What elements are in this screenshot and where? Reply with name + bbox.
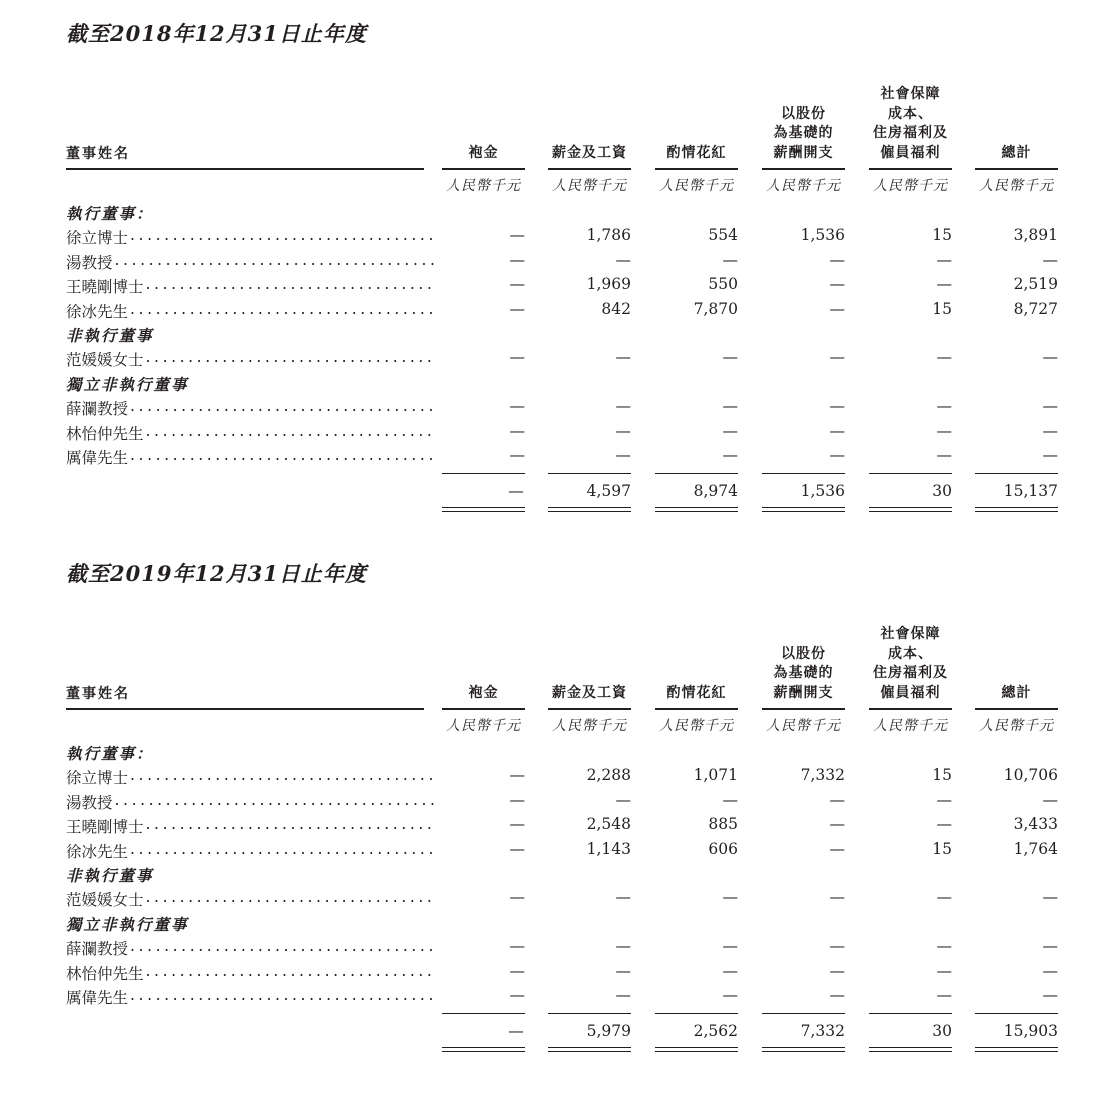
table-row <box>0 766 1103 790</box>
table-row <box>0 962 1103 986</box>
table-section <box>0 558 1103 1078</box>
column-header: 薪金及工資 <box>552 684 627 701</box>
double-underline <box>762 1051 845 1052</box>
dash-cell: — <box>509 421 525 440</box>
double-underline <box>762 507 845 508</box>
director-name: 王曉剛博士 <box>66 818 144 837</box>
dash-cell: — <box>1042 888 1058 907</box>
dot-leader: .................................. <box>145 961 436 980</box>
unit-label: 人民幣千元 <box>659 178 734 194</box>
totals-row <box>0 1022 1103 1046</box>
column-header: 以股份 為基礎的 薪酬開支 <box>773 645 834 701</box>
subtotal-line <box>762 473 845 474</box>
category-label: 非執行董事 <box>66 866 154 885</box>
dash-cell: — <box>936 421 952 440</box>
category-label: 獨立非執行董事 <box>66 374 189 394</box>
value-cell: 842 <box>601 299 631 318</box>
dash-cell: — <box>722 986 738 1004</box>
dot-leader: ...................................... <box>114 790 439 809</box>
total-cell: 15,903 <box>1003 1022 1058 1041</box>
subtotal-line <box>975 1013 1058 1014</box>
column-header: 袍金 <box>468 144 499 161</box>
double-underline <box>975 511 1058 512</box>
dash-cell: — <box>615 888 631 907</box>
double-underline <box>869 1051 952 1052</box>
dash-cell: — <box>936 790 952 809</box>
dash-cell: — <box>722 790 738 809</box>
subtotal-line <box>548 473 631 474</box>
dash-cell: — <box>1042 937 1058 956</box>
dash-cell: — <box>936 986 952 1004</box>
dash-cell: — <box>1042 961 1058 980</box>
director-name: 徐冰先生 <box>66 302 129 321</box>
unit-label: 人民幣千元 <box>552 718 627 734</box>
table-row <box>0 226 1103 250</box>
dash-cell: — <box>509 888 525 907</box>
double-underline <box>548 1047 631 1048</box>
header-underline <box>66 168 424 170</box>
table-row <box>0 888 1103 912</box>
dash-cell: — <box>615 961 631 980</box>
dash-cell: — <box>509 790 525 809</box>
director-name: 湯教授 <box>66 253 113 272</box>
unit-label: 人民幣千元 <box>766 718 841 734</box>
total-cell: 2,562 <box>693 1022 738 1041</box>
header-underline <box>548 168 631 170</box>
header-underline <box>66 708 424 710</box>
section-title: 截至2018年12月31日止年度 <box>66 21 367 46</box>
subtotal-line <box>869 473 952 474</box>
header-underline <box>655 168 738 170</box>
header-underline <box>655 708 738 710</box>
subtotal-line <box>655 1013 738 1014</box>
subtotal-line <box>548 1013 631 1014</box>
dash-cell: — <box>829 815 845 834</box>
column-header: 袍金 <box>468 684 499 701</box>
double-underline <box>762 511 845 512</box>
double-underline <box>869 511 952 512</box>
dash-cell: — <box>615 421 631 440</box>
dash-cell: — <box>509 815 525 834</box>
subtotal-line <box>762 1013 845 1014</box>
value-cell: 2,548 <box>586 815 631 834</box>
dash-cell: — <box>722 348 738 367</box>
total-cell: 15,137 <box>1003 482 1058 501</box>
table-row <box>0 348 1103 372</box>
unit-label: 人民幣千元 <box>979 718 1054 734</box>
dash-cell: — <box>1042 446 1058 464</box>
dot-leader: .................................. <box>145 275 436 294</box>
column-header-name: 董事姓名 <box>66 686 130 702</box>
table-row <box>0 840 1103 864</box>
section-title: 截至2019年12月31日止年度 <box>66 561 367 586</box>
double-underline <box>762 1047 845 1048</box>
unit-label: 人民幣千元 <box>766 178 841 194</box>
double-underline <box>442 1047 525 1048</box>
value-cell: 1,536 <box>800 226 845 245</box>
unit-label: 人民幣千元 <box>446 718 521 734</box>
dash-cell: — <box>509 275 525 294</box>
dash-cell: — <box>829 397 845 416</box>
dash-cell: — <box>722 421 738 440</box>
value-cell: 1,969 <box>586 275 631 294</box>
director-name: 范媛媛女士 <box>66 351 144 370</box>
dash-cell: — <box>936 937 952 956</box>
column-header: 酌情花紅 <box>666 144 727 161</box>
table-row <box>0 791 1103 815</box>
category-label: 非執行董事 <box>66 326 154 345</box>
column-header: 社會保障 成本、 住房福利及 僱員福利 <box>873 626 948 701</box>
table-row <box>0 397 1103 421</box>
dot-leader: .................................... <box>130 986 437 1004</box>
table-row <box>0 815 1103 839</box>
double-underline <box>869 1047 952 1048</box>
dash-cell: — <box>722 446 738 464</box>
table-row <box>0 300 1103 324</box>
dot-leader: ...................................... <box>114 250 439 269</box>
column-header: 以股份 為基礎的 薪酬開支 <box>773 105 834 161</box>
dash-cell: — <box>509 348 525 367</box>
dash-cell: — <box>509 961 525 980</box>
total-cell: 7,332 <box>800 1022 845 1041</box>
subtotal-line <box>869 1013 952 1014</box>
dash-cell: — <box>615 790 631 809</box>
director-name: 湯教授 <box>66 793 113 812</box>
double-underline <box>655 1051 738 1052</box>
director-name: 徐立博士 <box>66 769 129 788</box>
header-underline <box>975 708 1058 710</box>
value-cell: 15 <box>932 226 952 245</box>
unit-label: 人民幣千元 <box>446 178 521 194</box>
dash-cell: — <box>829 250 845 269</box>
category-label: 執行董事： <box>66 204 154 223</box>
dash-cell: — <box>615 348 631 367</box>
value-cell: 885 <box>708 815 738 834</box>
double-underline <box>548 507 631 508</box>
director-name: 范媛媛女士 <box>66 891 144 910</box>
category-label: 獨立非執行董事 <box>66 914 189 934</box>
value-cell: 1,764 <box>1013 839 1058 858</box>
subtotal-line <box>655 473 738 474</box>
dash-cell: — <box>829 961 845 980</box>
dash-cell: — <box>936 275 952 294</box>
director-name: 林怡仲先生 <box>66 424 144 443</box>
dash-cell: — <box>829 299 845 318</box>
value-cell: 2,519 <box>1013 275 1058 294</box>
total-cell: 8,974 <box>693 482 738 501</box>
column-header: 總計 <box>1001 144 1032 161</box>
table-row <box>0 986 1103 1010</box>
header-underline <box>548 708 631 710</box>
header-underline <box>442 168 525 170</box>
value-cell: 7,332 <box>800 766 845 785</box>
double-underline <box>975 507 1058 508</box>
unit-label: 人民幣千元 <box>552 178 627 194</box>
dot-leader: .................................... <box>130 299 437 318</box>
director-name: 徐立博士 <box>66 229 129 248</box>
dot-leader: .................................... <box>130 397 437 416</box>
value-cell: 1,071 <box>693 766 738 785</box>
dash-cell: — <box>509 226 525 245</box>
table-row <box>0 446 1103 470</box>
dash-cell: — <box>509 397 525 416</box>
dash-cell: — <box>1042 421 1058 440</box>
header-underline <box>975 168 1058 170</box>
double-underline <box>869 507 952 508</box>
total-cell: 30 <box>932 1022 952 1041</box>
double-underline <box>442 511 525 512</box>
total-cell: 5,979 <box>586 1022 631 1041</box>
header-underline <box>869 708 952 710</box>
value-cell: 606 <box>708 839 738 858</box>
double-underline <box>548 511 631 512</box>
value-cell: 15 <box>932 839 952 858</box>
dash-cell: — <box>508 1022 524 1041</box>
value-cell: 8,727 <box>1013 299 1058 318</box>
dash-cell: — <box>829 790 845 809</box>
dash-cell: — <box>509 839 525 858</box>
dash-cell: — <box>615 397 631 416</box>
dot-leader: .................................. <box>145 888 436 907</box>
director-name: 厲偉先生 <box>66 449 129 467</box>
dash-cell: — <box>508 482 524 501</box>
value-cell: 1,786 <box>586 226 631 245</box>
value-cell: 7,870 <box>693 299 738 318</box>
unit-label: 人民幣千元 <box>873 178 948 194</box>
header-underline <box>442 708 525 710</box>
double-underline <box>655 507 738 508</box>
value-cell: 550 <box>708 275 738 294</box>
director-name: 林怡仲先生 <box>66 964 144 983</box>
column-header-name: 董事姓名 <box>66 146 130 162</box>
dash-cell: — <box>936 888 952 907</box>
table-row <box>0 275 1103 299</box>
category-label: 執行董事： <box>66 744 154 763</box>
dash-cell: — <box>936 250 952 269</box>
dot-leader: .................................. <box>145 348 436 367</box>
dash-cell: — <box>936 815 952 834</box>
dash-cell: — <box>509 446 525 464</box>
header-underline <box>762 708 845 710</box>
dash-cell: — <box>936 348 952 367</box>
dot-leader: .................................... <box>130 766 437 785</box>
header-underline <box>762 168 845 170</box>
double-underline <box>548 1051 631 1052</box>
table-section <box>0 18 1103 538</box>
subtotal-line <box>975 473 1058 474</box>
dot-leader: .................................... <box>130 446 437 464</box>
dash-cell: — <box>1042 348 1058 367</box>
subtotal-line <box>442 1013 525 1014</box>
header-underline <box>869 168 952 170</box>
value-cell: 10,706 <box>1003 766 1058 785</box>
dot-leader: .................................. <box>145 421 436 440</box>
dash-cell: — <box>936 446 952 464</box>
unit-label: 人民幣千元 <box>659 718 734 734</box>
dash-cell: — <box>722 888 738 907</box>
dash-cell: — <box>1042 397 1058 416</box>
dash-cell: — <box>829 888 845 907</box>
dash-cell: — <box>829 446 845 464</box>
dash-cell: — <box>615 446 631 464</box>
value-cell: 3,891 <box>1013 226 1058 245</box>
table-row <box>0 422 1103 446</box>
value-cell: 1,143 <box>586 839 631 858</box>
dash-cell: — <box>509 986 525 1004</box>
total-cell: 1,536 <box>800 482 845 501</box>
director-name: 薛瀾教授 <box>66 940 129 959</box>
double-underline <box>975 1047 1058 1048</box>
dash-cell: — <box>722 397 738 416</box>
value-cell: 15 <box>932 766 952 785</box>
dash-cell: — <box>509 937 525 956</box>
dot-leader: .................................. <box>145 815 436 834</box>
dot-leader: .................................... <box>130 839 437 858</box>
column-header: 酌情花紅 <box>666 684 727 701</box>
dash-cell: — <box>615 986 631 1004</box>
dash-cell: — <box>829 348 845 367</box>
dash-cell: — <box>615 250 631 269</box>
unit-label: 人民幣千元 <box>979 178 1054 194</box>
dash-cell: — <box>509 766 525 785</box>
dash-cell: — <box>1042 986 1058 1004</box>
double-underline <box>655 511 738 512</box>
total-cell: 4,597 <box>586 482 631 501</box>
column-header: 薪金及工資 <box>552 144 627 161</box>
dash-cell: — <box>829 275 845 294</box>
director-name: 王曉剛博士 <box>66 278 144 297</box>
totals-row <box>0 482 1103 506</box>
dot-leader: .................................... <box>130 937 437 956</box>
dash-cell: — <box>829 839 845 858</box>
dash-cell: — <box>722 937 738 956</box>
column-header: 社會保障 成本、 住房福利及 僱員福利 <box>873 86 948 161</box>
dash-cell: — <box>615 937 631 956</box>
value-cell: 15 <box>932 299 952 318</box>
dash-cell: — <box>509 250 525 269</box>
table-row <box>0 937 1103 961</box>
dash-cell: — <box>722 250 738 269</box>
double-underline <box>442 1051 525 1052</box>
table-row <box>0 251 1103 275</box>
dash-cell: — <box>1042 250 1058 269</box>
value-cell: 3,433 <box>1013 815 1058 834</box>
column-header: 總計 <box>1001 684 1032 701</box>
unit-label: 人民幣千元 <box>873 718 948 734</box>
total-cell: 30 <box>932 482 952 501</box>
subtotal-line <box>442 473 525 474</box>
value-cell: 2,288 <box>586 766 631 785</box>
value-cell: 554 <box>708 226 738 245</box>
dash-cell: — <box>509 299 525 318</box>
dash-cell: — <box>936 397 952 416</box>
double-underline <box>442 507 525 508</box>
dash-cell: — <box>829 986 845 1004</box>
dash-cell: — <box>1042 790 1058 809</box>
dash-cell: — <box>722 961 738 980</box>
double-underline <box>975 1051 1058 1052</box>
director-name: 徐冰先生 <box>66 842 129 861</box>
double-underline <box>655 1047 738 1048</box>
dash-cell: — <box>829 937 845 956</box>
director-name: 薛瀾教授 <box>66 400 129 419</box>
dash-cell: — <box>829 421 845 440</box>
dash-cell: — <box>936 961 952 980</box>
dot-leader: .................................... <box>130 226 437 245</box>
director-name: 厲偉先生 <box>66 989 129 1007</box>
